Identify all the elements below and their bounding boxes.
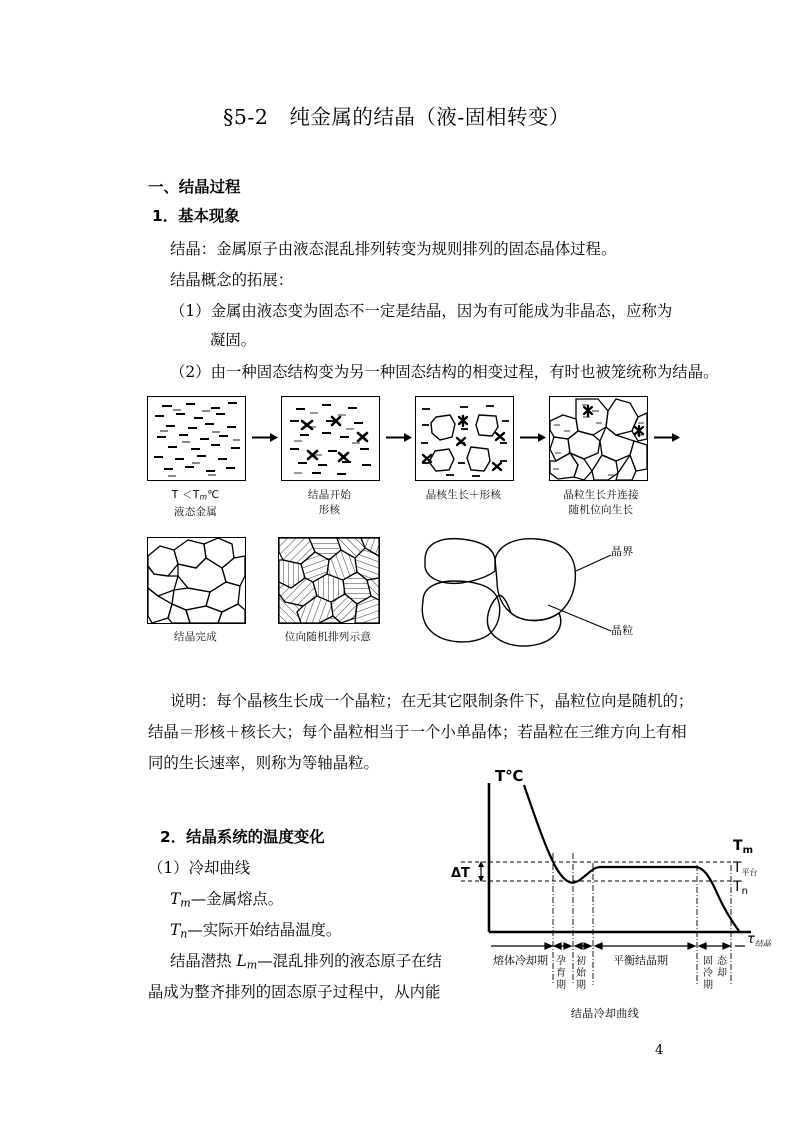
extension-line: 结晶概念的拓展： <box>170 271 294 289</box>
caption-crystallization-complete <box>147 630 244 645</box>
cooling-curve-item: （1）冷却曲线 <box>148 859 251 877</box>
caption-impingement-line1: 晶粒生长并连接 <box>563 489 639 501</box>
caption-liquid-metal-line1: $T <T_m℃$ <box>171 489 220 502</box>
svg-text:却: 却 <box>717 968 727 979</box>
tn-symbol: T <box>170 921 181 939</box>
definition-line: 结晶：金属原子由液态混乱排列转变为规则排列的固态晶体过程。 <box>170 240 617 258</box>
stage-label-incubation: 孕 <box>556 956 566 967</box>
caption-nuclei-growth-line1: 晶核生长＋形核 <box>425 489 502 501</box>
arrow-3 <box>520 432 546 443</box>
caption-random-orientation <box>272 630 384 645</box>
svg-text:始: 始 <box>576 968 586 979</box>
figure-nucleation-start <box>281 396 380 481</box>
latent-heat-line-2: 晶成为整齐排列的固态原子过程中，从内能 <box>148 983 441 1001</box>
cooling-curve-line <box>524 785 739 931</box>
tm-definition <box>170 884 283 918</box>
tn-subscript: n <box>180 927 188 941</box>
stage-span-arrows <box>491 943 745 949</box>
list-item-2-text-a: （2）由一种固态结构变为另一种固态结构的相变过程，有时也被笼统称为结晶。 <box>170 363 719 381</box>
svg-text:期: 期 <box>703 980 713 991</box>
latent-text: —混乱排列的液态原子在结 <box>257 952 442 970</box>
figure-nuclei-growth <box>415 396 514 481</box>
explanation-line-3: 同的生长速率，则称为等轴晶粒。 <box>148 754 379 772</box>
crystallization-complete-art <box>148 538 245 623</box>
page-number: 4 <box>655 1043 664 1058</box>
x-axis-label: $\tau_{结晶}$ <box>747 932 771 948</box>
delta-t-label: ΔT <box>451 866 470 881</box>
caption-liquid-metal-line2: 液态金属 <box>173 505 218 518</box>
page-title: §5-2 纯金属的结晶（液-固相转变） <box>223 105 570 129</box>
y-axis-label: T℃ <box>495 767 524 785</box>
figure-grain-boundary-diagram <box>415 535 670 650</box>
caption-impingement-line2: 随机位向生长 <box>568 504 634 516</box>
label-grain-text: 晶粒 <box>611 624 634 637</box>
caption-nuclei-growth <box>415 488 512 503</box>
grain-impingement-art <box>550 397 647 480</box>
latent-symbol: L <box>236 952 247 970</box>
list-item-2 <box>170 357 718 388</box>
arrow-4 <box>654 432 680 443</box>
figure-random-orientation <box>278 537 380 624</box>
tn-label: $T_n$ <box>733 879 748 897</box>
section-heading-one: 一、结晶过程 <box>148 178 241 196</box>
delta-t-marker <box>478 861 484 882</box>
caption-grain-impingement <box>549 488 653 518</box>
stage-label-melt-cooling: 熔体冷却期 <box>493 954 548 967</box>
tn-text: —实际开始结晶温度。 <box>187 921 342 939</box>
svg-text:育: 育 <box>556 968 566 979</box>
chart-caption: 结晶冷却曲线 <box>570 1007 640 1020</box>
svg-text:冷: 冷 <box>703 968 713 979</box>
tm-symbol: T <box>170 890 181 908</box>
figure-grain-impingement <box>549 396 648 481</box>
figure-liquid-metal <box>147 396 246 481</box>
list-item-1-line-1: （1）金属由液态变为固态不一定是结晶，因为有可能成为非晶态，应称为 <box>170 302 673 320</box>
latent-prefix: 结晶潜热 <box>170 952 237 970</box>
explanation-line-2: 结晶＝形核＋核长大；每个晶粒相当于一个小单晶体；若晶粒在三维方向上有相 <box>148 723 687 741</box>
latent-heat-line-1 <box>170 946 442 980</box>
tn-definition <box>170 915 341 949</box>
cooling-curve-chart <box>445 765 775 1045</box>
subsection-heading-basic: 1．基本现象 <box>152 207 240 225</box>
caption-complete-line1: 结晶完成 <box>173 631 218 643</box>
nucleation-start-art <box>282 397 379 480</box>
caption-random-line1: 位向随机排列示意 <box>284 631 372 643</box>
stage-label-equilibrium: 平衡结晶期 <box>613 954 668 967</box>
cooling-curve-svg <box>445 765 775 1045</box>
label-grain-boundary <box>611 544 659 559</box>
t-plateau-label: $T_{平台}$ <box>733 860 758 877</box>
svg-text:态: 态 <box>717 956 727 967</box>
caption-nucleation-line1: 结晶开始 <box>307 489 352 501</box>
label-grain <box>611 623 659 638</box>
stage-label-initial: 初 <box>576 956 586 967</box>
svg-text:期: 期 <box>556 980 566 991</box>
stage-label-solid-cooling: 固 <box>703 956 713 967</box>
figure-crystallization-complete <box>147 537 246 624</box>
tm-subscript: m <box>180 896 191 910</box>
list-item-1-line-2: 凝固。 <box>210 331 257 349</box>
caption-nucleation-line2: 形核 <box>318 504 341 516</box>
arrow-1 <box>252 432 278 443</box>
svg-text:期: 期 <box>576 980 586 991</box>
random-orientation-art <box>279 538 379 623</box>
label-boundary-text: 晶界 <box>611 545 634 558</box>
tm-label: $T_m$ <box>733 838 753 856</box>
subsection-heading-temperature: 2．结晶系统的温度变化 <box>160 828 325 846</box>
arrow-2 <box>386 432 412 443</box>
caption-liquid-metal <box>147 488 244 520</box>
liquid-metal-art <box>148 397 245 480</box>
caption-nucleation-start <box>281 488 378 518</box>
tm-text: —金属熔点。 <box>190 890 284 908</box>
nuclei-growth-art <box>416 397 513 480</box>
explanation-line-1: 说明：每个晶核生长成一个晶粒；在无其它限制条件下，晶粒位向是随机的； <box>170 692 694 710</box>
latent-subscript: m <box>246 958 258 972</box>
